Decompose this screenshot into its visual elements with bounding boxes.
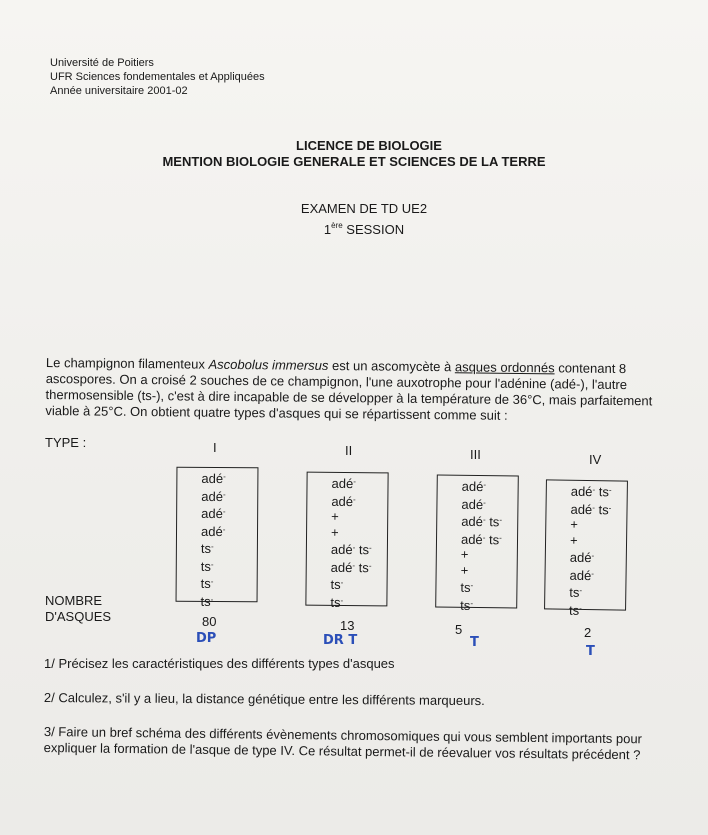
spore-genotype: ts-: [460, 597, 474, 613]
ascus-count-1: 80: [202, 614, 217, 629]
question-1: 1/ Précisez les caractéristiques des différents types d'asques: [44, 656, 395, 671]
session-ordinal: ère: [331, 221, 343, 230]
exam-session: [0, 217, 708, 238]
spore-genotype: ts-: [569, 584, 583, 600]
spore-genotype: adé-: [201, 470, 226, 487]
ascus-count-3: 5: [455, 622, 463, 637]
spore-genotype: +: [569, 532, 578, 548]
spore-genotype: ts-: [330, 576, 344, 592]
species-name: Ascobolus immersus: [208, 356, 329, 373]
count-label: [45, 593, 111, 625]
institution-header: [50, 56, 265, 98]
handwritten-annotation-1: DP: [196, 631, 217, 646]
university-name: Université de Poitiers: [50, 57, 154, 69]
spore-genotype: ts-: [200, 558, 214, 574]
exam-heading: [0, 200, 708, 238]
ascus-type-2-numeral: II: [345, 443, 353, 458]
academic-year: Année universitaire 2001-02: [50, 85, 188, 97]
spore-genotype: adé-: [201, 488, 226, 504]
spore-genotype: adé- ts-: [460, 531, 502, 547]
spore-genotype: +: [330, 524, 339, 540]
spore-genotype: ts-: [200, 540, 214, 556]
ascus-box-1: [176, 467, 259, 609]
faculty-name: UFR Sciences fondementales et Appliquées: [50, 71, 265, 83]
handwritten-annotation-4: T: [586, 644, 595, 659]
spore-genotype: +: [460, 546, 469, 562]
spore-genotype: adé- ts-: [461, 513, 503, 530]
handwritten-annotation-2: DR T: [323, 633, 358, 648]
spore-genotype: ts-: [330, 594, 344, 610]
handwritten-annotation-3: T: [470, 635, 479, 650]
spore-genotype: adé-: [331, 493, 356, 509]
degree-mention: MENTION BIOLOGIE GENERALE ET SCIENCES DE LA TERRE: [162, 154, 546, 169]
spore-genotype: ts-: [568, 602, 582, 618]
ascus-box-3: [435, 475, 519, 613]
degree-title: LICENCE DE BIOLOGIE: [296, 138, 442, 153]
spore-genotype: adé- ts-: [330, 559, 372, 575]
spore-genotype: ts-: [200, 575, 214, 591]
count-label-line2: D'ASQUES: [45, 609, 112, 624]
spore-genotype: adé-: [201, 505, 226, 522]
session-word: SESSION: [342, 222, 405, 237]
spore-genotype: adé-: [569, 549, 595, 566]
problem-statement: [45, 355, 676, 426]
spore-genotype: ts-: [200, 593, 214, 609]
spore-genotype: +: [460, 562, 469, 578]
type-label: TYPE :: [45, 435, 87, 450]
exam-title: EXAMEN DE TD UE2: [300, 201, 428, 216]
spore-genotype: adé- ts-: [570, 501, 612, 517]
spore-genotype: adé-: [200, 523, 226, 539]
question-2: 2/ Calculez, s'il y a lieu, la distance génétique entre les différents marqueurs.: [43, 690, 485, 709]
spore-genotype: adé-: [461, 496, 486, 512]
document-title: [0, 138, 708, 170]
spore-genotype: adé- ts-: [330, 541, 372, 558]
spore-genotype: adé- ts-: [570, 483, 612, 500]
spore-genotype: ts-: [460, 579, 474, 595]
ascus-type-3-numeral: III: [470, 447, 481, 462]
underlined-term: asques ordonnés: [454, 359, 555, 376]
question-3: 3/ Faire un bref schéma des différents évènements chromosomiques qui vous semblent importants pour expliquer la formation de l'asque de type IV. Ce résultat permet-il de réevaluer vos résultats précédent ?: [43, 724, 643, 763]
spore-genotype: adé-: [331, 475, 356, 492]
spore-genotype: +: [331, 508, 339, 524]
intro-text-1: Le champignon filamenteux: [45, 355, 209, 372]
ascus-count-2: 13: [340, 618, 355, 633]
ascus-box-2: [305, 472, 388, 610]
spore-genotype: adé-: [569, 567, 595, 583]
intro-text-2: est un ascomycète à: [328, 357, 455, 375]
ascus-box-4: [544, 479, 628, 618]
spore-genotype: +: [570, 516, 579, 532]
intro-text-3: contenant 8 ascospores. On a croisé 2 souches de ce champignon, l'une auxotrophe pour l'adénine (adé-), l'autre thermosensible (ts-), c'est à dire incapable de se développer à la température de 36°C, mais parfaitement viable à 25°C. On obtient quatre types d'asques qui se répartissent comme suit :: [45, 360, 653, 423]
count-label-line1: NOMBRE: [45, 593, 103, 608]
ascus-type-4-numeral: IV: [589, 452, 602, 467]
session-number: 1: [323, 222, 332, 237]
spore-genotype: adé-: [461, 478, 487, 495]
ascus-type-1-numeral: I: [213, 440, 217, 455]
ascus-count-4: 2: [584, 625, 592, 640]
